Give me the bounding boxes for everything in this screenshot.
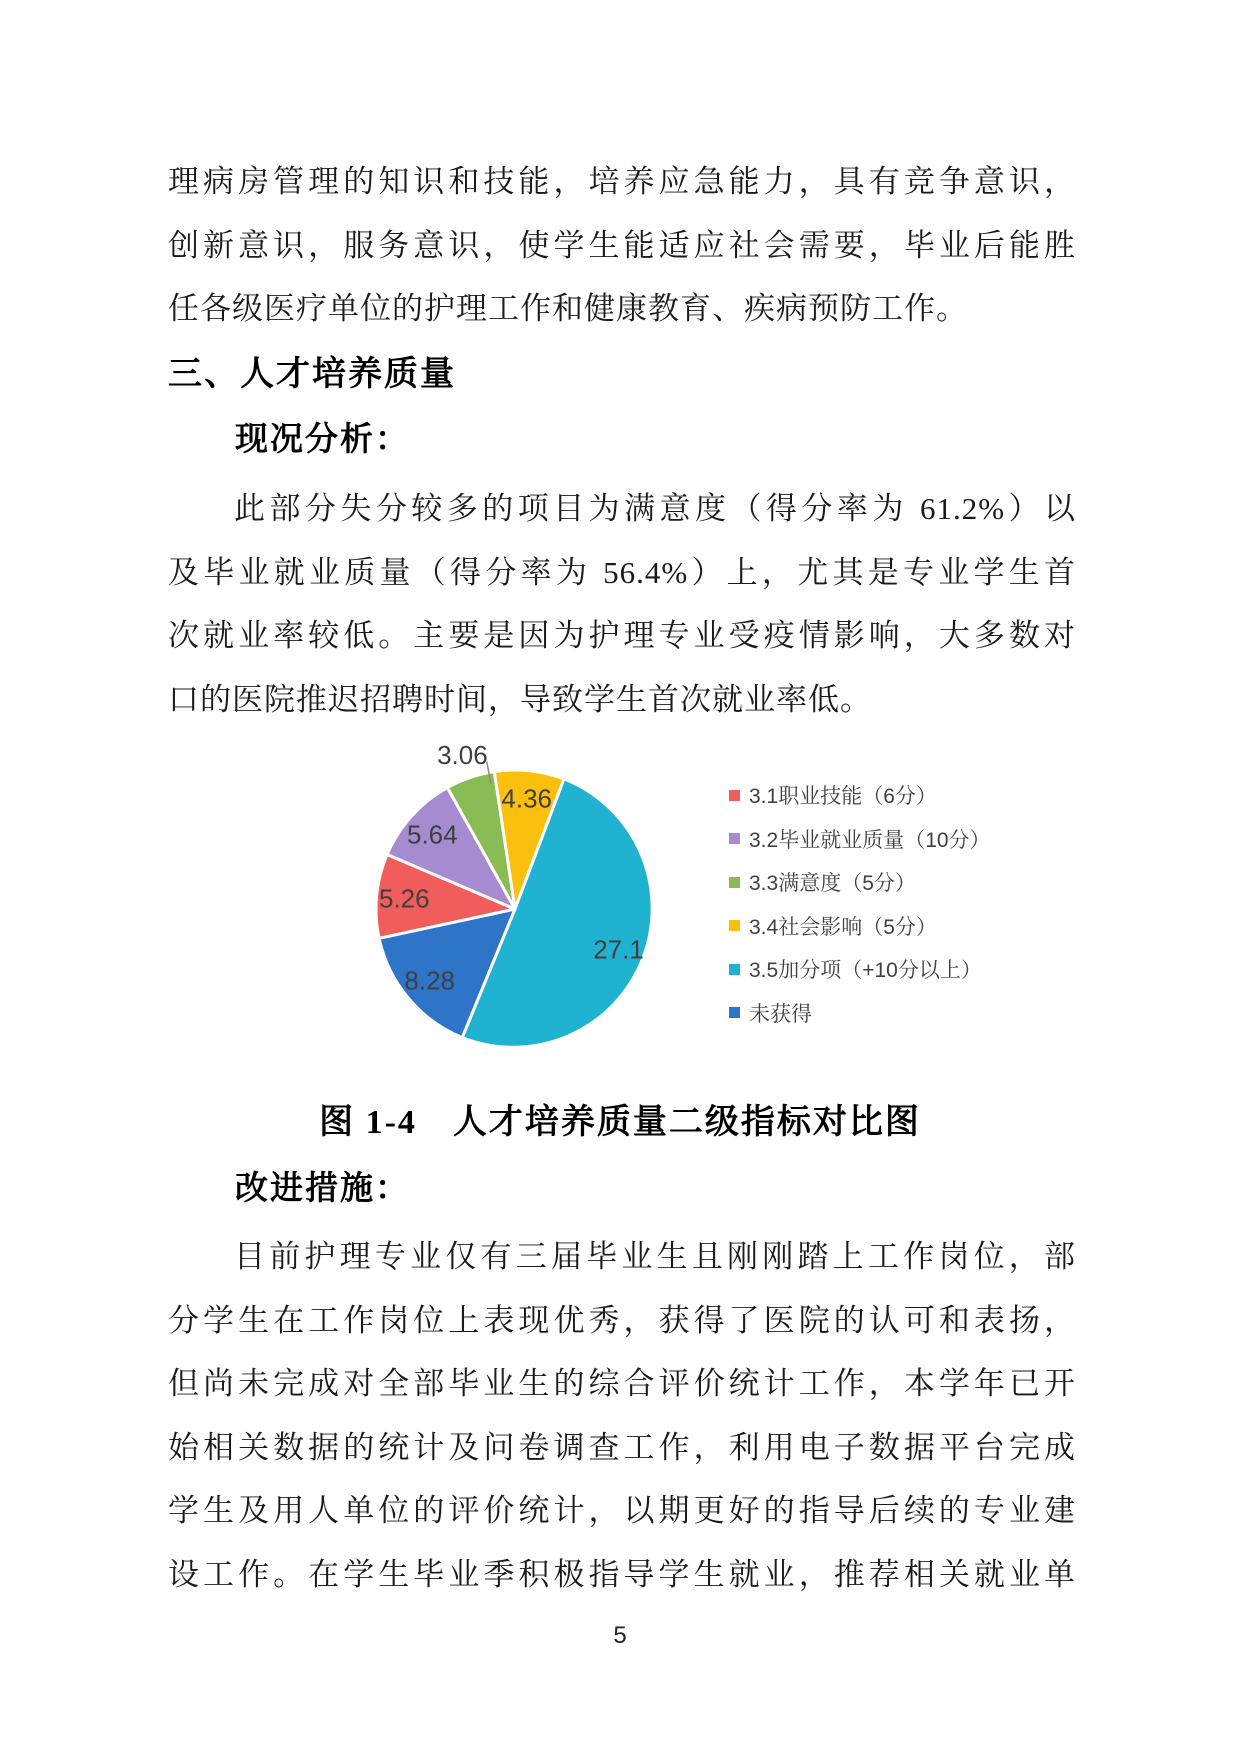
figure-pie-chart — [320, 728, 1020, 1073]
section-heading: 三、人才培养质量 — [168, 356, 456, 393]
text-line: 及毕业就业质量（得分率为 56.4%）上，尤其是专业学生首 — [168, 554, 1076, 590]
legend-label: 3.5加分项（+10分以上） — [749, 959, 982, 982]
subheading-analysis: 现况分析： — [235, 422, 410, 458]
text-line: 创新意识，服务意识，使学生能适应社会需要，毕业后能胜 — [168, 227, 1076, 263]
legend-swatch — [729, 790, 740, 801]
page-number: 5 — [613, 1622, 627, 1649]
legend-item-2 — [729, 871, 991, 893]
legend-item-1 — [729, 828, 991, 850]
pie-label: 4.36 — [501, 783, 553, 814]
legend-label: 3.2毕业就业质量（10分） — [749, 828, 991, 852]
text-line: 目前护理专业仅有三届毕业生且刚刚踏上工作岗位，部 — [234, 1239, 1076, 1274]
legend-item-4 — [729, 958, 991, 980]
text-line: 但尚未完成对全部毕业生的综合评价统计工作，本学年已开 — [168, 1366, 1076, 1401]
legend-swatch — [729, 920, 740, 931]
paragraph-improve — [168, 1225, 1076, 1606]
legend-label: 3.4社会影响（5分） — [749, 915, 937, 939]
text-line: 始相关数据的统计及问卷调查工作，利用电子数据平台完成 — [168, 1429, 1076, 1465]
legend-label: 未获得 — [749, 1002, 812, 1026]
text-line: 设工作。在学生毕业季积极指导学生就业，推荐相关就业单 — [168, 1556, 1076, 1592]
pie-label: 5.26 — [378, 883, 430, 914]
legend-item-5 — [729, 1002, 991, 1024]
pie-label: 3.06 — [437, 740, 488, 771]
legend-item-0 — [729, 784, 991, 806]
pie-label: 5.64 — [406, 819, 458, 850]
pie-label: 27.1 — [593, 934, 644, 965]
paragraph-analysis — [168, 477, 1076, 731]
text-line: 任各级医疗单位的护理工作和健康教育、疾病预防工作。 — [168, 291, 968, 326]
legend-item-3 — [729, 915, 991, 937]
pie-label: 8.28 — [404, 965, 456, 996]
paragraph-intro — [168, 150, 1076, 341]
subheading-improve: 改进措施： — [235, 1171, 410, 1207]
text-line: 学生及用人单位的评价统计，以期更好的指导后续的专业建 — [168, 1493, 1076, 1528]
text-line: 此部分失分较多的项目为满意度（得分率为 61.2%）以 — [234, 491, 1076, 526]
legend-label: 3.3满意度（5分） — [749, 872, 916, 895]
legend-swatch — [729, 1007, 740, 1018]
legend-swatch — [729, 964, 740, 975]
legend-swatch — [729, 833, 740, 844]
text-line: 分学生在工作岗位上表现优秀，获得了医院的认可和表扬， — [168, 1302, 1076, 1338]
legend-label: 3.1职业技能（6分） — [749, 785, 937, 808]
chart-legend — [729, 784, 991, 1045]
legend-swatch — [729, 877, 740, 888]
text-line: 口的医院推迟招聘时间，导致学生首次就业率低。 — [168, 681, 872, 717]
text-line: 次就业率较低。主要是因为护理专业受疫情影响，大多数对 — [168, 618, 1076, 653]
figure-caption: 图 1-4 人才培养质量二级指标对比图 — [319, 1104, 921, 1141]
text-line: 理病房管理的知识和技能，培养应急能力，具有竞争意识， — [168, 164, 1076, 199]
